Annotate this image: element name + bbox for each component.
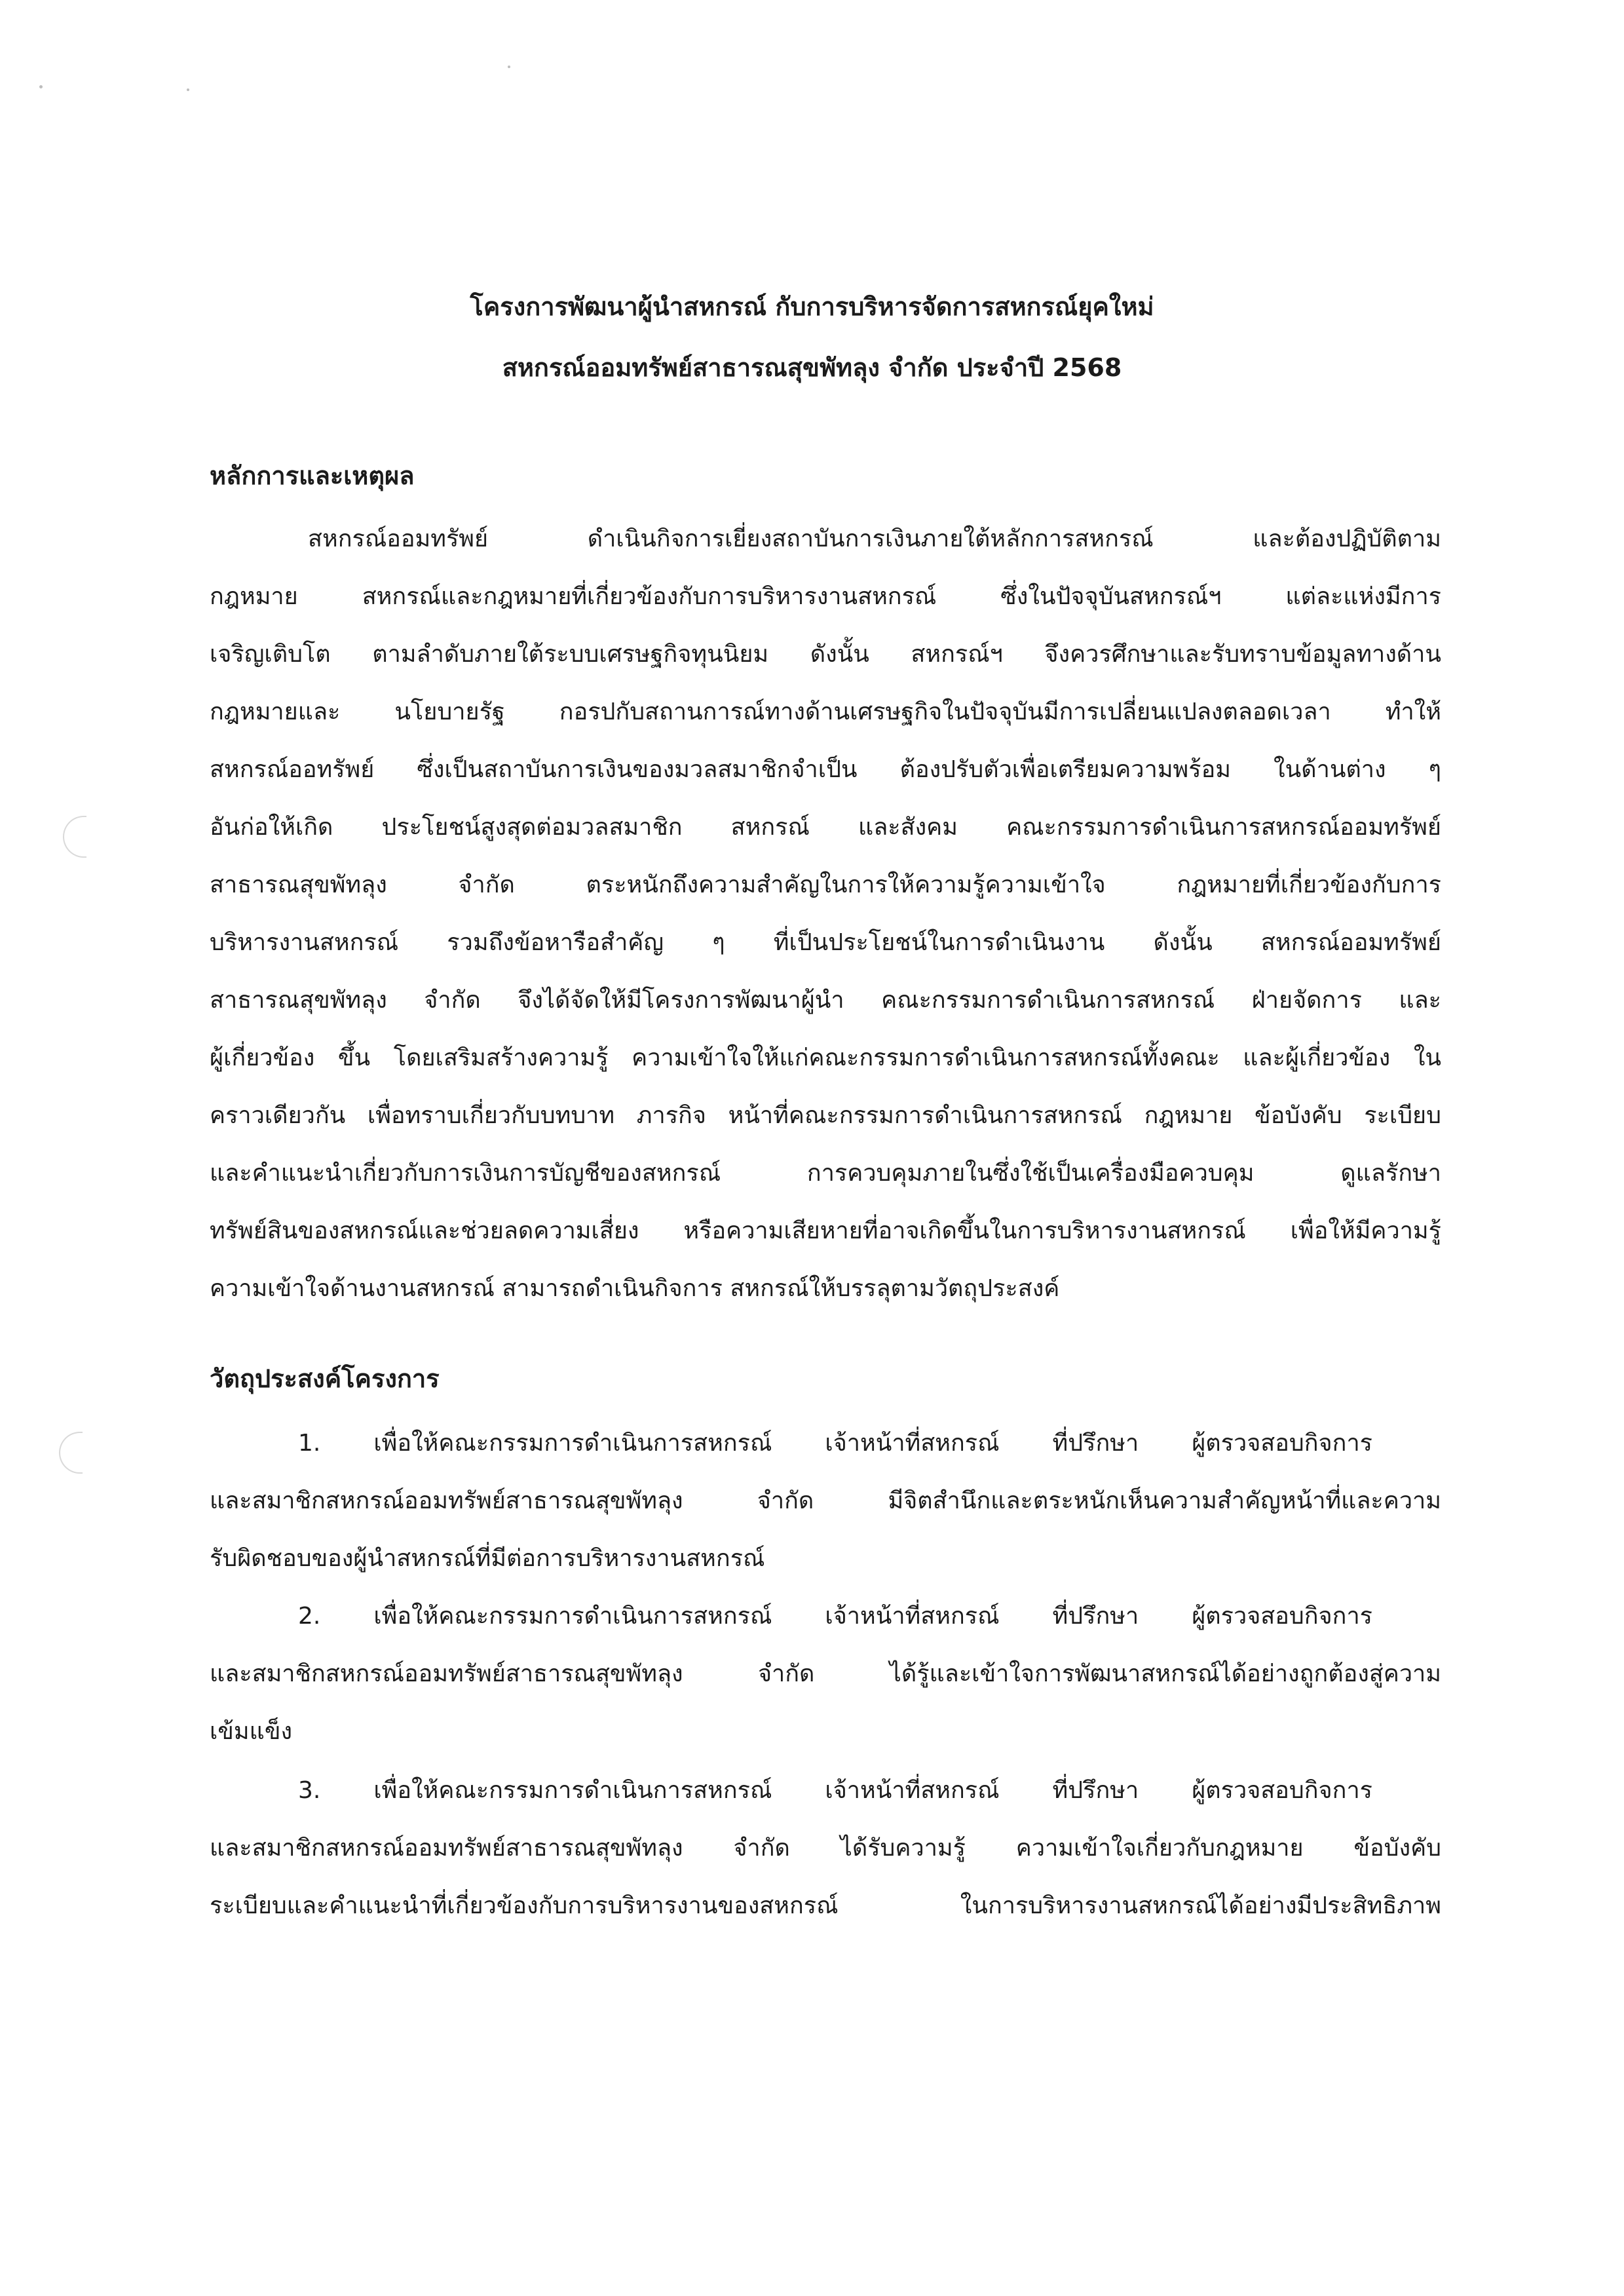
objective-item-3-line: และสมาชิกสหกรณ์ออมทรัพย์สาธารณสุขพัทลุง จำกัด ได้รับความรู้ ความเข้าใจเกี่ยวกับกฎหมาย ข้อบังคับ — [210, 1835, 1441, 1862]
document-title-line-1: โครงการพัฒนาผู้นำสหกรณ์ กับการบริหารจัดการสหกรณ์ยุคใหม่ — [470, 292, 1154, 321]
section-heading-rationale: หลักการและเหตุผล — [210, 461, 415, 490]
paragraph-line: เจริญเติบโต ตามลำดับภายใต้ระบบเศรษฐกิจทุนนิยม ดังนั้น สหกรณ์ฯ จึงควรศึกษาและรับทราบข้อมูลทางด้าน — [210, 641, 1441, 668]
paragraph-line: สหกรณ์ออมทรัพย์ ดำเนินกิจการเยี่ยงสถาบันการเงินภายใต้หลักการสหกรณ์ และต้องปฏิบัติตาม — [308, 526, 1441, 552]
paragraph-line: บริหารงานสหกรณ์ รวมถึงข้อหารือสำคัญ ๆ ที่เป็นประโยชน์ในการดำเนินงาน ดังนั้น สหกรณ์ออมทรัพย์ — [210, 929, 1441, 956]
objective-item-2-line: และสมาชิกสหกรณ์ออมทรัพย์สาธารณสุขพัทลุง จำกัด ได้รู้และเข้าใจการพัฒนาสหกรณ์ได้อย่างถูกต้องสู่ความ — [210, 1660, 1441, 1687]
objective-item-3-line: 3. เพื่อให้คณะกรรมการดำเนินการสหกรณ์ เจ้าหน้าที่สหกรณ์ ที่ปรึกษา ผู้ตรวจสอบกิจการ — [298, 1777, 1372, 1804]
section-heading-objectives: วัตถุประสงค์โครงการ — [210, 1364, 440, 1393]
paragraph-line: กฎหมายและ นโยบายรัฐ กอรปกับสถานการณ์ทางด้านเศรษฐกิจในปัจจุบันมีการเปลี่ยนแปลงตลอดเวลา ทำให้ — [210, 698, 1441, 725]
paragraph-line: ผู้เกี่ยวข้อง ขึ้น โดยเสริมสร้างความรู้ ความเข้าใจให้แก่คณะกรรมการดำเนินการสหกรณ์ทั้งคณะ และผู้เกี่ยวข้อง ใน — [210, 1044, 1441, 1071]
paragraph-line: ความเข้าใจด้านงานสหกรณ์ สามารถดำเนินกิจการ สหกรณ์ให้บรรลุตามวัตถุประสงค์ — [210, 1275, 1060, 1302]
scan-speck — [508, 66, 510, 68]
paragraph-line: คราวเดียวกัน เพื่อทราบเกี่ยวกับบทบาท ภารกิจ หน้าที่คณะกรรมการดำเนินการสหกรณ์ กฎหมาย ข้อบังคับ ระเบียบ — [210, 1102, 1441, 1129]
paragraph-line: อันก่อให้เกิด ประโยชน์สูงสุดต่อมวลสมาชิก สหกรณ์ และสังคม คณะกรรมการดำเนินการสหกรณ์ออมทรัพย์ — [210, 814, 1441, 841]
paragraph-line: สหกรณ์ออทรัพย์ ซึ่งเป็นสถาบันการเงินของมวลสมาชิกจำเป็น ต้องปรับตัวเพื่อเตรียมความพร้อม ในด้านต่าง ๆ — [210, 756, 1441, 783]
objective-item-1-line: รับผิดชอบของผู้นำสหกรณ์ที่มีต่อการบริหารงานสหกรณ์ — [210, 1545, 765, 1572]
objective-item-1-line: และสมาชิกสหกรณ์ออมทรัพย์สาธารณสุขพัทลุง จำกัด มีจิตสำนึกและตระหนักเห็นความสำคัญหน้าที่และความ — [210, 1487, 1441, 1514]
objective-item-2-line: 2. เพื่อให้คณะกรรมการดำเนินการสหกรณ์ เจ้าหน้าที่สหกรณ์ ที่ปรึกษา ผู้ตรวจสอบกิจการ — [298, 1603, 1372, 1630]
paragraph-line: ทรัพย์สินของสหกรณ์และช่วยลดความเสี่ยง หรือความเสียหายที่อาจเกิดขึ้นในการบริหารงานสหกรณ์ เพื่อให้มีความรู้ — [210, 1217, 1441, 1244]
document-title-line-2: สหกรณ์ออมทรัพย์สาธารณสุขพัทลุง จำกัด ประจำปี 2568 — [502, 353, 1122, 382]
paragraph-line: สาธารณสุขพัทลุง จำกัด จึงได้จัดให้มีโครงการพัฒนาผู้นำ คณะกรรมการดำเนินการสหกรณ์ ฝ่ายจัดการ และ — [210, 987, 1441, 1014]
punch-hole-mark — [59, 1432, 83, 1474]
scan-speck — [187, 88, 189, 91]
paragraph-line: และคำแนะนำเกี่ยวกับการเงินการบัญชีของสหกรณ์ การควบคุมภายในซึ่งใช้เป็นเครื่องมือควบคุม ดูแลรักษา — [210, 1160, 1441, 1187]
objective-item-1-line: 1. เพื่อให้คณะกรรมการดำเนินการสหกรณ์ เจ้าหน้าที่สหกรณ์ ที่ปรึกษา ผู้ตรวจสอบกิจการ — [298, 1430, 1372, 1457]
scan-speck — [39, 85, 43, 88]
objective-item-2-line: เข้มแข็ง — [210, 1718, 293, 1745]
paragraph-line: กฎหมาย สหกรณ์และกฎหมายที่เกี่ยวข้องกับการบริหารงานสหกรณ์ ซึ่งในปัจจุบันสหกรณ์ฯ แต่ละแห่งมีการ — [210, 583, 1441, 610]
objective-item-3-line: ระเบียบและคำแนะนำที่เกี่ยวข้องกับการบริหารงานของสหกรณ์ ในการบริหารงานสหกรณ์ได้อย่างมีประสิทธิภาพ — [210, 1892, 1441, 1919]
paragraph-line: สาธารณสุขพัทลุง จำกัด ตระหนักถึงความสำคัญในการให้ความรู้ความเข้าใจ กฎหมายที่เกี่ยวข้องกับการ — [210, 871, 1441, 898]
punch-hole-mark — [63, 816, 86, 858]
